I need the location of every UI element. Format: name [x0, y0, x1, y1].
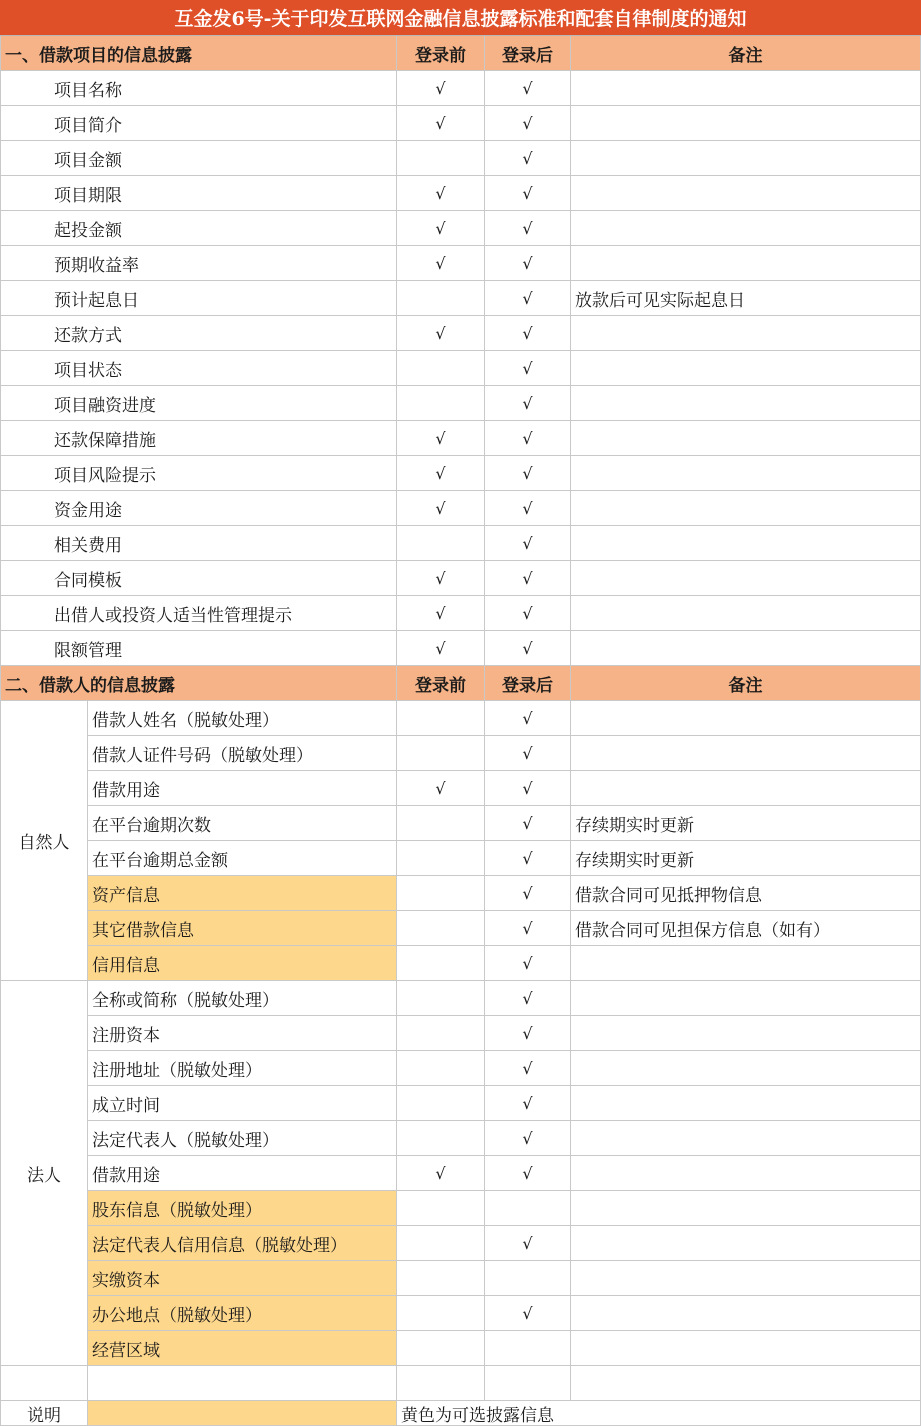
item-note [571, 561, 921, 596]
after-login-check: √ [485, 211, 571, 246]
after-login-check: √ [485, 1156, 571, 1191]
after-login-check: √ [485, 631, 571, 666]
item-label: 借款用途 [88, 1156, 397, 1191]
after-login-check: √ [485, 981, 571, 1016]
spacer-cell [88, 1366, 397, 1401]
item-note [571, 246, 921, 281]
after-login-check: √ [485, 946, 571, 981]
before-login-check [397, 1191, 485, 1226]
item-note [571, 1191, 921, 1226]
item-note [571, 1121, 921, 1156]
before-login-check: √ [397, 1156, 485, 1191]
before-login-check [397, 841, 485, 876]
after-login-check: √ [485, 1086, 571, 1121]
item-note [571, 771, 921, 806]
after-login-check [485, 1331, 571, 1366]
item-label: 资产信息 [88, 876, 397, 911]
item-note [571, 211, 921, 246]
after-login-check: √ [485, 71, 571, 106]
after-login-check: √ [485, 771, 571, 806]
item-label: 合同模板 [0, 561, 397, 596]
after-login-check: √ [485, 421, 571, 456]
after-login-check: √ [485, 491, 571, 526]
item-note: 借款合同可见担保方信息（如有） [571, 911, 921, 946]
after-login-check: √ [485, 876, 571, 911]
item-note [571, 1226, 921, 1261]
before-login-check: √ [397, 246, 485, 281]
item-label: 项目期限 [0, 176, 397, 211]
item-note [571, 526, 921, 561]
after-login-check: √ [485, 386, 571, 421]
item-note [571, 981, 921, 1016]
column-header-before-login: 登录前 [397, 36, 485, 71]
before-login-check [397, 1086, 485, 1121]
group-label: 自然人 [0, 701, 88, 981]
before-login-check [397, 736, 485, 771]
before-login-check [397, 876, 485, 911]
after-login-check: √ [485, 281, 571, 316]
after-login-check: √ [485, 1121, 571, 1156]
item-note [571, 141, 921, 176]
item-label: 法定代表人（脱敏处理） [88, 1121, 397, 1156]
item-label: 相关费用 [0, 526, 397, 561]
item-note [571, 1331, 921, 1366]
before-login-check [397, 1051, 485, 1086]
item-note [571, 1261, 921, 1296]
before-login-check [397, 141, 485, 176]
spacer-cell [397, 1366, 485, 1401]
legend-text: 黄色为可选披露信息 [397, 1401, 921, 1426]
spacer-cell [571, 1366, 921, 1401]
item-label: 还款方式 [0, 316, 397, 351]
item-note: 存续期实时更新 [571, 806, 921, 841]
column-header-after-login: 登录后 [485, 666, 571, 701]
after-login-check: √ [485, 456, 571, 491]
item-note: 借款合同可见抵押物信息 [571, 876, 921, 911]
before-login-check: √ [397, 631, 485, 666]
after-login-check: √ [485, 736, 571, 771]
column-header-after-login: 登录后 [485, 36, 571, 71]
after-login-check: √ [485, 351, 571, 386]
item-note [571, 736, 921, 771]
before-login-check [397, 386, 485, 421]
after-login-check: √ [485, 316, 571, 351]
after-login-check: √ [485, 911, 571, 946]
before-login-check [397, 806, 485, 841]
before-login-check [397, 526, 485, 561]
item-label: 预期收益率 [0, 246, 397, 281]
item-label: 在平台逾期总金额 [88, 841, 397, 876]
after-login-check [485, 1261, 571, 1296]
item-note [571, 1296, 921, 1331]
before-login-check [397, 1261, 485, 1296]
before-login-check [397, 911, 485, 946]
item-label: 法定代表人信用信息（脱敏处理） [88, 1226, 397, 1261]
after-login-check: √ [485, 806, 571, 841]
before-login-check: √ [397, 561, 485, 596]
item-label: 借款人姓名（脱敏处理） [88, 701, 397, 736]
item-note [571, 456, 921, 491]
item-note: 存续期实时更新 [571, 841, 921, 876]
item-label: 其它借款信息 [88, 911, 397, 946]
column-header-note: 备注 [571, 666, 921, 701]
item-label: 在平台逾期次数 [88, 806, 397, 841]
item-note [571, 596, 921, 631]
item-label: 经营区域 [88, 1331, 397, 1366]
item-label: 借款人证件号码（脱敏处理） [88, 736, 397, 771]
after-login-check: √ [485, 561, 571, 596]
after-login-check: √ [485, 1296, 571, 1331]
item-note [571, 1086, 921, 1121]
item-label: 实缴资本 [88, 1261, 397, 1296]
before-login-check: √ [397, 491, 485, 526]
item-label: 项目融资进度 [0, 386, 397, 421]
before-login-check: √ [397, 176, 485, 211]
after-login-check: √ [485, 526, 571, 561]
item-note [571, 386, 921, 421]
item-note [571, 631, 921, 666]
before-login-check: √ [397, 106, 485, 141]
before-login-check [397, 946, 485, 981]
before-login-check [397, 281, 485, 316]
after-login-check: √ [485, 106, 571, 141]
before-login-check: √ [397, 456, 485, 491]
before-login-check [397, 1016, 485, 1051]
item-label: 股东信息（脱敏处理） [88, 1191, 397, 1226]
section-heading: 一、借款项目的信息披露 [0, 36, 397, 71]
item-label: 预计起息日 [0, 281, 397, 316]
item-note [571, 946, 921, 981]
after-login-check: √ [485, 1051, 571, 1086]
item-label: 项目状态 [0, 351, 397, 386]
after-login-check: √ [485, 141, 571, 176]
item-note [571, 491, 921, 526]
after-login-check: √ [485, 596, 571, 631]
before-login-check: √ [397, 596, 485, 631]
item-note: 放款后可见实际起息日 [571, 281, 921, 316]
item-label: 办公地点（脱敏处理） [88, 1296, 397, 1331]
item-note [571, 176, 921, 211]
item-label: 借款用途 [88, 771, 397, 806]
before-login-check: √ [397, 71, 485, 106]
item-label: 项目简介 [0, 106, 397, 141]
item-label: 注册地址（脱敏处理） [88, 1051, 397, 1086]
before-login-check [397, 701, 485, 736]
item-label: 资金用途 [0, 491, 397, 526]
before-login-check [397, 1331, 485, 1366]
before-login-check [397, 1121, 485, 1156]
legend-label: 说明 [0, 1401, 88, 1426]
item-label: 项目名称 [0, 71, 397, 106]
section-heading: 二、借款人的信息披露 [0, 666, 397, 701]
before-login-check [397, 1226, 485, 1261]
before-login-check: √ [397, 316, 485, 351]
item-note [571, 351, 921, 386]
item-note [571, 701, 921, 736]
item-note [571, 106, 921, 141]
item-label: 成立时间 [88, 1086, 397, 1121]
before-login-check: √ [397, 771, 485, 806]
before-login-check [397, 981, 485, 1016]
item-note [571, 1016, 921, 1051]
item-label: 还款保障措施 [0, 421, 397, 456]
item-note [571, 316, 921, 351]
item-label: 项目金额 [0, 141, 397, 176]
before-login-check: √ [397, 421, 485, 456]
after-login-check [485, 1191, 571, 1226]
after-login-check: √ [485, 701, 571, 736]
item-note [571, 421, 921, 456]
item-note [571, 71, 921, 106]
spacer-cell [0, 1366, 88, 1401]
after-login-check: √ [485, 246, 571, 281]
item-label: 注册资本 [88, 1016, 397, 1051]
item-label: 限额管理 [0, 631, 397, 666]
item-label: 信用信息 [88, 946, 397, 981]
before-login-check [397, 351, 485, 386]
after-login-check: √ [485, 1016, 571, 1051]
item-label: 出借人或投资人适当性管理提示 [0, 596, 397, 631]
item-note [571, 1051, 921, 1086]
item-label: 起投金额 [0, 211, 397, 246]
item-label: 全称或简称（脱敏处理） [88, 981, 397, 1016]
before-login-check: √ [397, 211, 485, 246]
group-label: 法人 [0, 981, 88, 1366]
page-title: 互金发6号-关于印发互联网金融信息披露标准和配套自律制度的通知 [0, 0, 921, 36]
after-login-check: √ [485, 1226, 571, 1261]
after-login-check: √ [485, 841, 571, 876]
item-label: 项目风险提示 [0, 456, 397, 491]
legend-color-swatch [88, 1401, 397, 1426]
column-header-note: 备注 [571, 36, 921, 71]
column-header-before-login: 登录前 [397, 666, 485, 701]
before-login-check [397, 1296, 485, 1331]
spacer-cell [485, 1366, 571, 1401]
item-note [571, 1156, 921, 1191]
after-login-check: √ [485, 176, 571, 211]
